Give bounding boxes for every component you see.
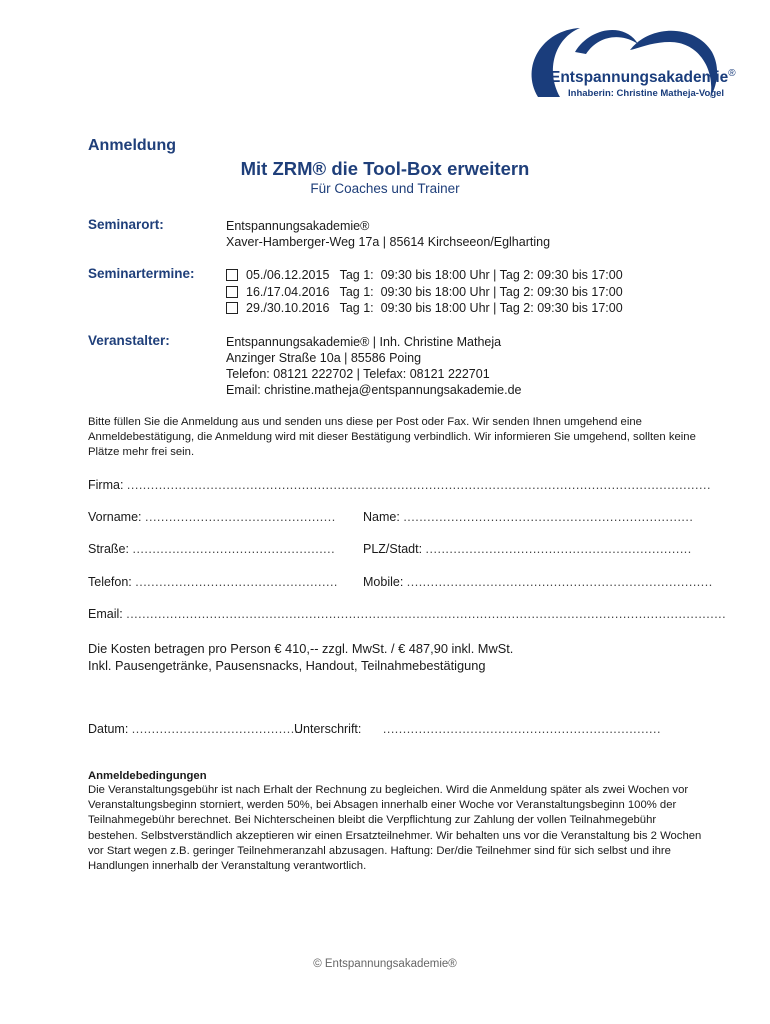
veranstalter-line: Entspannungsakademie® | Inh. Christine Matheja xyxy=(226,335,502,349)
termin-option[interactable] xyxy=(226,267,623,284)
name-field[interactable] xyxy=(363,510,694,524)
telefon-label: Telefon: xyxy=(88,575,132,589)
termin-option[interactable] xyxy=(226,300,623,317)
vorname-field[interactable] xyxy=(88,510,336,524)
conditions-title: Anmeldebedingungen xyxy=(88,770,207,782)
strasse-dotted-line: ................................................... xyxy=(132,542,336,556)
unterschrift-dotted-line: ...................................................................... xyxy=(382,722,661,736)
veranstalter-line: Email: christine.matheja@entspannungsakademie.de xyxy=(226,383,522,397)
mobile-field[interactable] xyxy=(363,575,713,589)
termin-checkbox[interactable] xyxy=(226,302,238,314)
logo-name: Entspannungsakademie® xyxy=(550,68,736,87)
firma-dotted-line: ................................................................................................................................................... xyxy=(126,478,711,492)
email-field[interactable] xyxy=(88,607,727,621)
firma-label: Firma: xyxy=(88,478,124,492)
mobile-dotted-line: ............................................................................. xyxy=(406,575,713,589)
termine-list xyxy=(226,267,623,317)
instructions-text: Bitte füllen Sie die Anmeldung aus und senden uns diese per Post oder Fax. Wir senden Ihnen umgehend eine Anmeldebestätigung, die Anmeldung wird mit dieser Bestätigung verbindlich. Wir informieren Sie umgehend, sollten keine Plätze mehr frei sein. xyxy=(88,416,696,458)
termin-label: 05./06.12.2015 Tag 1: 09:30 bis 18:00 Uhr | Tag 2: 09:30 bis 17:00 xyxy=(246,268,623,283)
page-subtitle: Für Coaches und Trainer xyxy=(310,181,460,196)
seminarort-line: Xaver-Hamberger-Weg 17a | 85614 Kirchseeon/Eglharting xyxy=(226,235,551,249)
mobile-label: Mobile: xyxy=(363,575,404,589)
unterschrift-label: Unterschrift: xyxy=(294,722,362,736)
costs-line: Inkl. Pausengetränke, Pausensnacks, Handout, Teilnahmebestätigung xyxy=(88,658,486,673)
seminarort-line: Entspannungsakademie® xyxy=(226,219,370,233)
veranstalter-value xyxy=(226,334,522,398)
name-dotted-line: ......................................................................... xyxy=(403,510,694,524)
costs-text xyxy=(88,640,513,674)
veranstalter-line: Anzinger Straße 10a | 85586 Poing xyxy=(226,351,422,365)
datum-label: Datum: xyxy=(88,722,129,736)
vorname-label: Vorname: xyxy=(88,510,142,524)
termin-checkbox[interactable] xyxy=(226,269,238,281)
veranstalter-line: Telefon: 08121 222702 | Telefax: 08121 222701 xyxy=(226,367,490,381)
name-label: Name: xyxy=(363,510,400,524)
datum-dotted-line: ........................................... xyxy=(131,722,303,736)
termin-label: 16./17.04.2016 Tag 1: 09:30 bis 18:00 Uhr | Tag 2: 09:30 bis 17:00 xyxy=(246,284,623,299)
termin-checkbox[interactable] xyxy=(226,286,238,298)
page-title: Mit ZRM® die Tool-Box erweitern xyxy=(240,158,530,179)
termin-option[interactable] xyxy=(226,284,623,301)
vorname-dotted-line: ................................................ xyxy=(145,510,336,524)
email-dotted-line: ....................................................................................................................................................... xyxy=(126,607,727,621)
termin-label: 29./30.10.2016 Tag 1: 09:30 bis 18:00 Uhr | Tag 2: 09:30 bis 17:00 xyxy=(246,301,623,316)
email-label: Email: xyxy=(88,607,123,621)
strasse-label: Straße: xyxy=(88,542,129,556)
firma-field[interactable] xyxy=(88,478,711,492)
strasse-field[interactable] xyxy=(88,542,336,556)
unterschrift-field[interactable] xyxy=(294,722,659,736)
logo-owner: Inhaberin: Christine Matheja-Vogel xyxy=(568,88,725,99)
veranstalter-label: Veranstalter: xyxy=(88,333,170,348)
page-heading: Anmeldung xyxy=(88,137,176,154)
logo xyxy=(520,22,735,107)
datum-field[interactable] xyxy=(88,722,303,736)
telefon-field[interactable] xyxy=(88,575,338,589)
footer-copyright: © Entspannungsakademie® xyxy=(313,958,457,970)
plz-label: PLZ/Stadt: xyxy=(363,542,423,556)
seminarort-value xyxy=(226,218,550,250)
seminarort-label: Seminarort: xyxy=(88,217,164,232)
termine-label: Seminartermine: xyxy=(88,266,195,281)
costs-line: Die Kosten betragen pro Person € 410,-- zzgl. MwSt. / € 487,90 inkl. MwSt. xyxy=(88,641,514,656)
plz-field[interactable] xyxy=(363,542,692,556)
plz-dotted-line: ................................................................... xyxy=(425,542,692,556)
telefon-dotted-line: ................................................... xyxy=(135,575,338,589)
conditions-text: Die Veranstaltungsgebühr ist nach Erhalt der Rechnung zu begleichen. Wird die Anmeldung später als zwei Wochen vor Veranstaltungsbeginn storniert, werden 50%, bei Absagen innerhalb einer Woche vor Veranstaltungsbeginn 100% der Teilnahmegebühr berechnet. Bei Nichterscheinen bleibt die Verpflichtung zur Zahlung der vollen Teilnahmegebühr bestehen. Selbstverständlich akzeptieren wir einen Ersatzteilnehmer. Wir behalten uns vor die Veranstaltung bis 2 Wochen vor Start wegen z.B. geringer Teilnehmeranzahl abzusagen. Haftung: Der/die Teilnehmer sind für sich selbst und ihre Handlungen innerhalb der Veranstaltung verantwortlich. xyxy=(88,784,702,873)
